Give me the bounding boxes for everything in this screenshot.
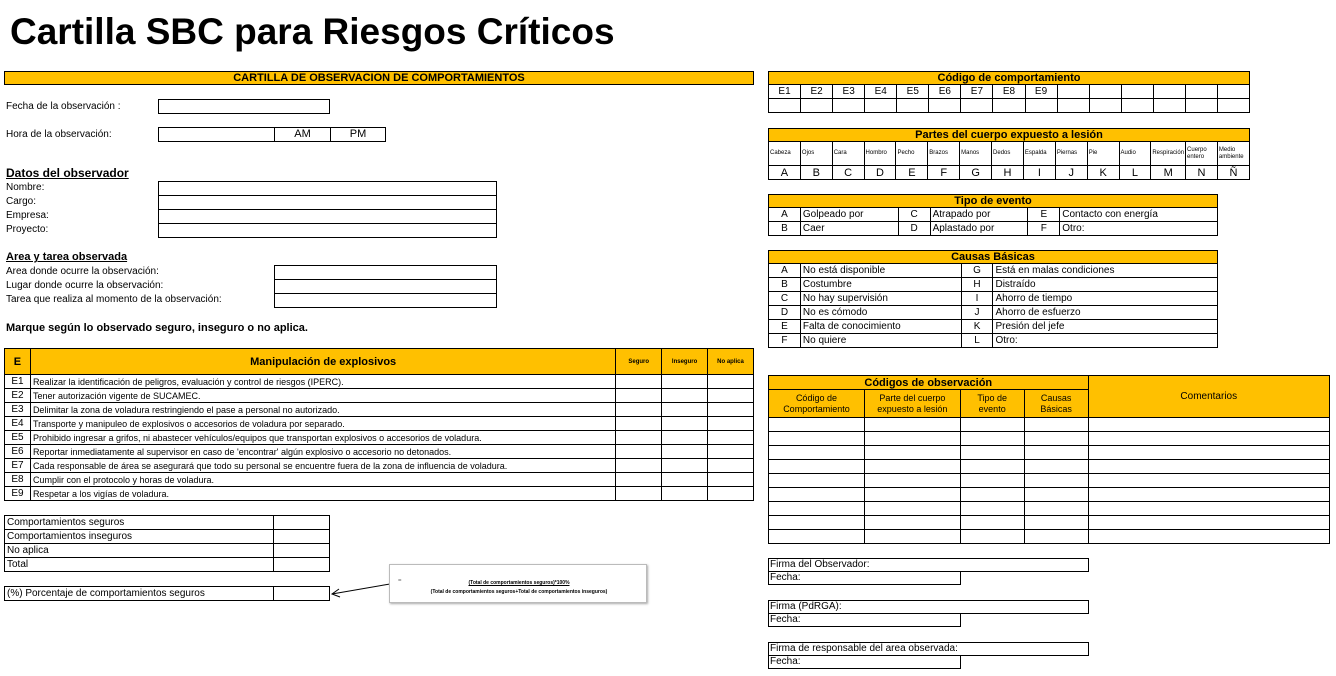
body-part-letter: J (1055, 166, 1087, 180)
body-part-letter: E (896, 166, 928, 180)
body-part-letter: B (800, 166, 832, 180)
summary-table (4, 515, 330, 572)
partes-title: Partes del cuerpo expuesto a lesión (768, 128, 1250, 142)
tipo-label: Atrapado por (930, 208, 1028, 222)
tipo-label: Otro: (1060, 222, 1218, 236)
codobs-input-cell[interactable] (864, 460, 960, 474)
codobs-input-cell[interactable] (1088, 460, 1329, 474)
observador-field-input[interactable] (158, 195, 497, 210)
codigo-input-cell[interactable] (897, 99, 929, 113)
check-no-aplica[interactable] (708, 431, 754, 445)
summary-label: Total (5, 558, 274, 572)
behavior-text: Cumplir con el protocolo y horas de voladura. (30, 473, 615, 487)
causa-code: D (769, 306, 801, 320)
codigo-cell: E3 (833, 85, 865, 99)
body-part-letter: M (1151, 166, 1186, 180)
tipo-code: E (1028, 208, 1060, 222)
causa-code: L (961, 334, 993, 348)
check-seguro[interactable] (616, 389, 662, 403)
codobs-input-cell[interactable] (1024, 418, 1088, 432)
firma-fecha-field[interactable]: Fecha: (768, 655, 961, 669)
area-field-label: Area donde ocurre la observación: (6, 266, 159, 277)
area-field-label: Tarea que realiza al momento de la observación: (6, 294, 222, 305)
codobs-row (769, 516, 1330, 530)
causa-row (769, 264, 1218, 278)
observador-field-input[interactable] (158, 209, 497, 224)
codigo-input-cell[interactable] (1185, 99, 1217, 113)
codobs-row (769, 488, 1330, 502)
check-no-aplica[interactable] (708, 417, 754, 431)
manip-title: Manipulación de explosivos (30, 349, 615, 375)
codobs-input-cell[interactable] (769, 418, 865, 432)
tipo-code: C (898, 208, 930, 222)
col-no-aplica: No aplica (708, 349, 754, 375)
check-seguro[interactable] (616, 445, 662, 459)
body-part-name: Cabeza (769, 142, 801, 166)
causa-row (769, 278, 1218, 292)
observador-field-label: Cargo: (6, 196, 37, 207)
causa-code: E (769, 320, 801, 334)
codobs-input-cell[interactable] (960, 502, 1024, 516)
causa-label: No quiere (800, 334, 961, 348)
check-no-aplica[interactable] (708, 375, 754, 389)
check-seguro[interactable] (616, 403, 662, 417)
codigo-input-cell[interactable] (929, 99, 961, 113)
codobs-input-cell[interactable] (769, 502, 865, 516)
table-row (5, 445, 754, 459)
arrow-icon (330, 580, 392, 600)
check-no-aplica[interactable] (708, 403, 754, 417)
codobs-input-cell[interactable] (1088, 446, 1329, 460)
check-seguro[interactable] (616, 487, 662, 501)
codigo-input-cell[interactable] (961, 99, 993, 113)
check-inseguro[interactable] (662, 375, 708, 389)
causa-label: No hay supervisión (800, 292, 961, 306)
body-part-letter: C (832, 166, 864, 180)
tipo-code: B (769, 222, 801, 236)
codobs-title: Códigos de observación (769, 376, 1089, 390)
area-field-input[interactable] (274, 265, 497, 280)
behavior-code: E7 (5, 459, 31, 473)
codobs-input-cell[interactable] (864, 530, 960, 544)
body-part-letter: Ñ (1217, 166, 1249, 180)
causa-code: G (961, 264, 993, 278)
area-field-label: Lugar donde ocurre la observación: (6, 280, 164, 291)
area-field-input[interactable] (274, 279, 497, 294)
causa-label: Está en malas condiciones (993, 264, 1218, 278)
tipo-table (768, 207, 1218, 236)
codigo-cell: E6 (929, 85, 961, 99)
codobs-input-cell[interactable] (769, 516, 865, 530)
behavior-text: Prohibido ingresar a grifos, ni abastecer vehículos/equipos que transportan explosivos o accesorios de voladura. (30, 431, 615, 445)
body-part-name: Cuerpo entero (1186, 142, 1218, 166)
codigo-cell (1185, 85, 1217, 99)
body-part-name: Audio (1119, 142, 1151, 166)
causa-row (769, 334, 1218, 348)
check-seguro[interactable] (616, 459, 662, 473)
behavior-code: E1 (5, 375, 31, 389)
codigo-input-cell[interactable] (993, 99, 1025, 113)
body-part-name: Respiración (1151, 142, 1186, 166)
codobs-input-cell[interactable] (769, 530, 865, 544)
body-part-name: Medio ambiente (1217, 142, 1249, 166)
codigo-cell (1121, 85, 1153, 99)
codobs-col-header: Código de Comportamiento (769, 390, 865, 418)
col-inseguro: Inseguro (662, 349, 708, 375)
causa-row (769, 292, 1218, 306)
page-title: Cartilla SBC para Riesgos Críticos (10, 11, 615, 52)
codobs-col-header: Causas Básicas (1024, 390, 1088, 418)
codigo-input-cell[interactable] (865, 99, 897, 113)
firma-field[interactable]: Firma de responsable del area observada: (768, 642, 1089, 656)
body-part-name: Cara (832, 142, 864, 166)
codobs-input-cell[interactable] (960, 446, 1024, 460)
behavior-text: Tener autorización vigente de SUCAMEC. (30, 389, 615, 403)
firma-field[interactable]: Firma del Observador: (768, 558, 1089, 572)
comentarios-header: Comentarios (1088, 376, 1329, 418)
causa-label: Distraído (993, 278, 1218, 292)
codobs-table (768, 375, 1330, 544)
summary-label: Comportamientos inseguros (5, 530, 274, 544)
tipo-label: Golpeado por (800, 208, 898, 222)
codobs-input-cell[interactable] (769, 474, 865, 488)
check-inseguro[interactable] (662, 389, 708, 403)
observador-field-label: Proyecto: (6, 224, 49, 235)
causa-code: F (769, 334, 801, 348)
check-seguro[interactable] (616, 473, 662, 487)
firma-field[interactable]: Firma (PdRGA): (768, 600, 1089, 614)
codigo-table (768, 84, 1250, 113)
observador-field-label: Empresa: (6, 210, 49, 221)
codobs-col-header: Tipo de evento (960, 390, 1024, 418)
codobs-input-cell[interactable] (1088, 516, 1329, 530)
behavior-text: Cada responsable de área se asegurará que todo su personal se encuentre fuera de la zona de influencia de voladura. (30, 459, 615, 473)
behavior-text: Reportar inmediatamente al supervisor en caso de 'encontrar' algún explosivo o accesorio no detonados. (30, 445, 615, 459)
pm-box[interactable]: PM (330, 127, 386, 142)
codobs-row (769, 418, 1330, 432)
codobs-input-cell[interactable] (1024, 446, 1088, 460)
codigo-cell: E8 (993, 85, 1025, 99)
instruction-text: Marque según lo observado seguro, inseguro o no aplica. (6, 322, 308, 334)
codobs-input-cell[interactable] (960, 460, 1024, 474)
fecha-input[interactable] (158, 99, 330, 114)
body-part-name: Hombro (864, 142, 896, 166)
body-part-name: Espalda (1023, 142, 1055, 166)
causa-label: Ahorro de tiempo (993, 292, 1218, 306)
causa-label: Otro: (993, 334, 1218, 348)
body-part-letter: I (1023, 166, 1055, 180)
summary-value[interactable] (274, 544, 330, 558)
check-seguro[interactable] (616, 431, 662, 445)
codigo-input-cell[interactable] (769, 99, 801, 113)
codobs-input-cell[interactable] (864, 488, 960, 502)
check-inseguro[interactable] (662, 417, 708, 431)
codigo-cell (1057, 85, 1089, 99)
porcentaje-label: (%) Porcentaje de comportamientos seguros (5, 587, 274, 601)
codobs-input-cell[interactable] (1024, 474, 1088, 488)
codobs-input-cell[interactable] (1088, 530, 1329, 544)
body-part-letter: F (928, 166, 960, 180)
codobs-col-header: Parte del cuerpo expuesto a lesión (864, 390, 960, 418)
codobs-input-cell[interactable] (1024, 530, 1088, 544)
causa-label: Ahorro de esfuerzo (993, 306, 1218, 320)
behavior-code: E6 (5, 445, 31, 459)
body-part-name: Ojos (800, 142, 832, 166)
observador-field-input[interactable] (158, 181, 497, 196)
behavior-code: E3 (5, 403, 31, 417)
check-inseguro[interactable] (662, 431, 708, 445)
codigo-cell: E1 (769, 85, 801, 99)
body-part-name: Manos (960, 142, 992, 166)
codobs-input-cell[interactable] (1088, 502, 1329, 516)
am-box[interactable]: AM (274, 127, 331, 142)
check-inseguro[interactable] (662, 403, 708, 417)
behavior-text: Transporte y manipuleo de explosivos o accesorios de voladura por separado. (30, 417, 615, 431)
codigo-input-cell[interactable] (833, 99, 865, 113)
tipo-code: A (769, 208, 801, 222)
hora-input[interactable] (158, 127, 275, 142)
check-inseguro[interactable] (662, 473, 708, 487)
tipo-label: Caer (800, 222, 898, 236)
check-no-aplica[interactable] (708, 487, 754, 501)
causa-label: Falta de conocimiento (800, 320, 961, 334)
area-field-input[interactable] (274, 293, 497, 308)
causa-code: J (961, 306, 993, 320)
table-row (5, 389, 754, 403)
formula-denominator: (Total de comportamientos seguros+Total de comportamientos inseguros) (430, 589, 608, 595)
codigo-input-cell[interactable] (801, 99, 833, 113)
hora-label: Hora de la observación: (6, 129, 112, 140)
formula-eq: = (398, 578, 402, 584)
partes-table (768, 141, 1250, 180)
causa-code: I (961, 292, 993, 306)
codobs-input-cell[interactable] (864, 516, 960, 530)
causa-label: Presión del jefe (993, 320, 1218, 334)
body-part-letter: G (960, 166, 992, 180)
codobs-input-cell[interactable] (1024, 516, 1088, 530)
check-no-aplica[interactable] (708, 445, 754, 459)
codigo-cell: E2 (801, 85, 833, 99)
body-part-name: Dedos (992, 142, 1024, 166)
formula-box (389, 564, 647, 603)
causa-label: No está disponible (800, 264, 961, 278)
codobs-input-cell[interactable] (1024, 460, 1088, 474)
codobs-row (769, 446, 1330, 460)
codobs-row (769, 474, 1330, 488)
causa-row (769, 320, 1218, 334)
area-title: Area y tarea observada (6, 251, 128, 263)
body-part-letter: H (992, 166, 1024, 180)
codigo-cell: E7 (961, 85, 993, 99)
causa-code: C (769, 292, 801, 306)
codigo-input-cell[interactable] (1089, 99, 1121, 113)
behavior-text: Delimitar la zona de voladura restringiendo el pase a personal no autorizado. (30, 403, 615, 417)
behavior-code: E5 (5, 431, 31, 445)
codigo-title: Código de comportamiento (768, 71, 1250, 85)
body-part-name: Brazos (928, 142, 960, 166)
codobs-row (769, 502, 1330, 516)
codigo-input-cell[interactable] (1121, 99, 1153, 113)
observador-field-label: Nombre: (6, 182, 45, 193)
summary-value[interactable] (274, 558, 330, 572)
causa-label: Costumbre (800, 278, 961, 292)
observador-title: Datos del observador (6, 166, 129, 180)
body-part-letter: N (1186, 166, 1218, 180)
tipo-label: Aplastado por (930, 222, 1028, 236)
codigo-input-cell[interactable] (1057, 99, 1089, 113)
codobs-input-cell[interactable] (769, 488, 865, 502)
body-part-name: Piernas (1055, 142, 1087, 166)
table-row (5, 487, 754, 501)
codobs-input-cell[interactable] (1088, 474, 1329, 488)
body-part-letter: L (1119, 166, 1151, 180)
codigo-cell: E9 (1025, 85, 1057, 99)
check-inseguro[interactable] (662, 445, 708, 459)
codobs-input-cell[interactable] (1088, 418, 1329, 432)
causa-code: K (961, 320, 993, 334)
behavior-code: E4 (5, 417, 31, 431)
codobs-input-cell[interactable] (960, 418, 1024, 432)
check-no-aplica[interactable] (708, 389, 754, 403)
behavior-code: E9 (5, 487, 31, 501)
summary-row (5, 558, 330, 572)
codobs-input-cell[interactable] (769, 432, 865, 446)
formula-numerator: (Total de comportamientos seguros)*100% (468, 580, 570, 586)
check-seguro[interactable] (616, 375, 662, 389)
table-row (5, 431, 754, 445)
check-no-aplica[interactable] (708, 473, 754, 487)
tipo-code: D (898, 222, 930, 236)
codobs-input-cell[interactable] (960, 432, 1024, 446)
codigo-cell (1089, 85, 1121, 99)
manip-code-header: E (5, 349, 31, 375)
causa-code: H (961, 278, 993, 292)
body-part-letter: K (1087, 166, 1119, 180)
table-row (5, 473, 754, 487)
codobs-input-cell[interactable] (769, 446, 865, 460)
check-inseguro[interactable] (662, 459, 708, 473)
codobs-input-cell[interactable] (864, 446, 960, 460)
check-no-aplica[interactable] (708, 459, 754, 473)
tipo-row (769, 222, 1218, 236)
codobs-row (769, 460, 1330, 474)
summary-row (5, 516, 330, 530)
firma-fecha-field[interactable]: Fecha: (768, 571, 961, 585)
causas-table (768, 263, 1218, 348)
codobs-input-cell[interactable] (960, 516, 1024, 530)
codobs-input-cell[interactable] (769, 460, 865, 474)
summary-value[interactable] (274, 530, 330, 544)
table-row (5, 375, 754, 389)
check-inseguro[interactable] (662, 487, 708, 501)
check-seguro[interactable] (616, 417, 662, 431)
tipo-code: F (1028, 222, 1060, 236)
codobs-input-cell[interactable] (1088, 488, 1329, 502)
codobs-input-cell[interactable] (1024, 502, 1088, 516)
codobs-input-cell[interactable] (960, 488, 1024, 502)
col-seguro: Seguro (616, 349, 662, 375)
codobs-input-cell[interactable] (864, 432, 960, 446)
causa-row (769, 306, 1218, 320)
fecha-label: Fecha de la observación : (6, 101, 121, 112)
table-row (5, 403, 754, 417)
causas-title: Causas Básicas (768, 250, 1218, 264)
tipo-label: Contacto con energía (1060, 208, 1218, 222)
codigo-cell (1217, 85, 1249, 99)
behavior-text: Respetar a los vigías de voladura. (30, 487, 615, 501)
codobs-input-cell[interactable] (864, 418, 960, 432)
behavior-code: E2 (5, 389, 31, 403)
body-part-name: Pecho (896, 142, 928, 166)
tipo-title: Tipo de evento (768, 194, 1218, 208)
codigo-input-cell[interactable] (1153, 99, 1185, 113)
body-part-letter: D (864, 166, 896, 180)
codigo-input-cell[interactable] (1217, 99, 1249, 113)
codobs-row (769, 530, 1330, 544)
codigo-input-cell[interactable] (1025, 99, 1057, 113)
summary-value[interactable] (274, 516, 330, 530)
codigo-cell: E5 (897, 85, 929, 99)
tipo-row (769, 208, 1218, 222)
body-part-name: Pie (1087, 142, 1119, 166)
codigo-cell (1153, 85, 1185, 99)
table-row (5, 459, 754, 473)
causa-code: A (769, 264, 801, 278)
observador-field-input[interactable] (158, 223, 497, 238)
firma-fecha-field[interactable]: Fecha: (768, 613, 961, 627)
body-part-letter: A (769, 166, 801, 180)
behavior-text: Realizar la identificación de peligros, evaluación y control de riesgos (IPERC). (30, 375, 615, 389)
codobs-input-cell[interactable] (1088, 432, 1329, 446)
table-row (5, 417, 754, 431)
codobs-input-cell[interactable] (864, 474, 960, 488)
summary-label: No aplica (5, 544, 274, 558)
summary-row (5, 544, 330, 558)
codobs-input-cell[interactable] (960, 474, 1024, 488)
codobs-input-cell[interactable] (960, 530, 1024, 544)
codigo-cell: E4 (865, 85, 897, 99)
codobs-input-cell[interactable] (864, 502, 960, 516)
behavior-code: E8 (5, 473, 31, 487)
causa-code: B (769, 278, 801, 292)
porcentaje-value[interactable] (274, 587, 330, 601)
porcentaje-table (4, 586, 330, 601)
manip-table (4, 348, 754, 501)
form-header: CARTILLA DE OBSERVACION DE COMPORTAMIENTOS (4, 71, 754, 85)
codobs-input-cell[interactable] (1024, 488, 1088, 502)
summary-row (5, 530, 330, 544)
summary-label: Comportamientos seguros (5, 516, 274, 530)
codobs-row (769, 432, 1330, 446)
codobs-input-cell[interactable] (1024, 432, 1088, 446)
causa-label: No es cómodo (800, 306, 961, 320)
